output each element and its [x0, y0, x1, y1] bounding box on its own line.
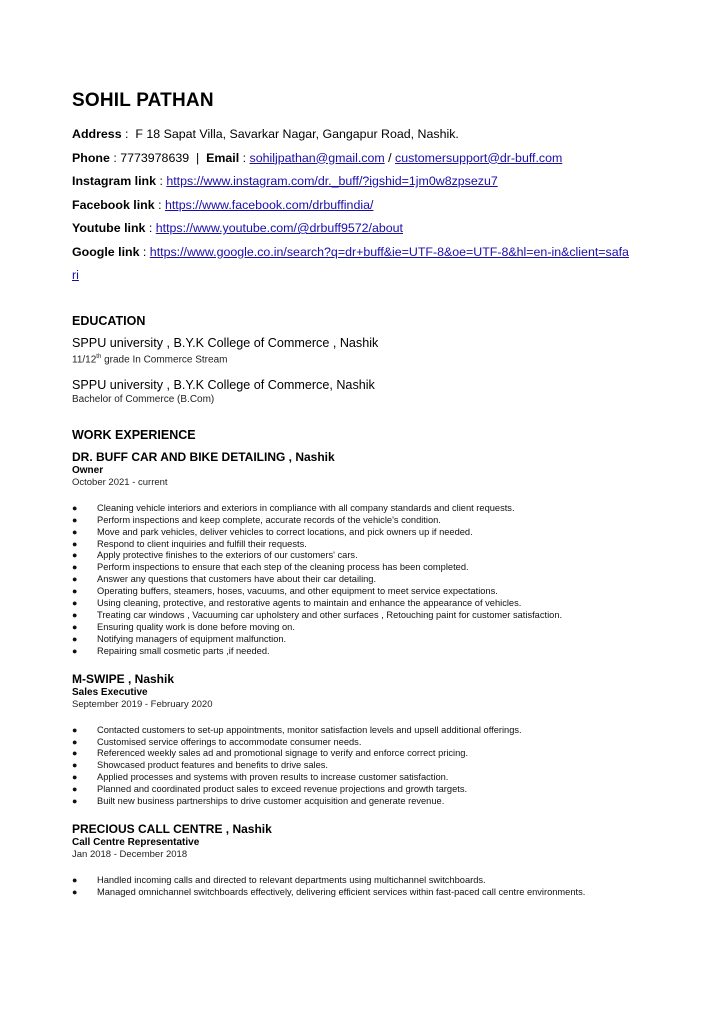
duty-text: Customised service offerings to accommodate consumer needs.: [97, 736, 362, 747]
phone-label: Phone: [72, 150, 110, 165]
bullet-icon: ●: [72, 502, 78, 513]
resume-page: [72, 90, 652, 899]
duty-item: [72, 646, 652, 658]
job-title: PRECIOUS CALL CENTRE , Nashik: [72, 821, 272, 836]
bullet-icon: ●: [72, 724, 78, 735]
duties-list: [72, 503, 652, 658]
duty-item: [72, 772, 652, 784]
phone-value: 7773978639: [120, 150, 190, 165]
duty-text: Managed omnichannel switchboards effectively, delivering efficient services within fast-paced call centre environments.: [97, 886, 586, 897]
bullet-icon: ●: [72, 538, 78, 549]
duty-item: [72, 737, 652, 749]
job-dates: Jan 2018 - December 2018: [72, 848, 188, 860]
bullet-icon: ●: [72, 633, 78, 644]
job-role: Sales Executive: [72, 686, 148, 698]
duty-item: [72, 539, 652, 551]
duty-text: Respond to client inquiries and fulfill their requests.: [97, 538, 307, 549]
duty-text: Notifying managers of equipment malfunction.: [97, 633, 287, 644]
youtube-link[interactable]: https://www.youtube.com/@drbuff9572/about: [155, 221, 403, 235]
job-role: Call Centre Representative: [72, 836, 200, 848]
duty-item: [72, 586, 652, 598]
bullet-icon: ●: [72, 550, 78, 561]
bullet-icon: ●: [72, 796, 78, 807]
duty-text: Answer any questions that customers have about their car detailing.: [97, 574, 377, 585]
duty-text: Showcased product features and benefits to drive sales.: [97, 760, 329, 771]
facebook-link[interactable]: https://www.facebook.com/drbuffindia/: [164, 197, 374, 212]
google-link[interactable]: https://www.google.co.in/search?q=dr+buff&ie=UTF-8&oe=UTF-8&hl=en-in&client=safari: [72, 244, 629, 282]
education-heading: EDUCATION: [72, 313, 146, 328]
duty-item: [72, 875, 652, 887]
contact-separator: |: [196, 150, 200, 165]
bullet-icon: ●: [72, 526, 78, 537]
job-title: M-SWIPE , Nashik: [72, 671, 175, 686]
address-label: Address: [72, 127, 122, 141]
job-role: Owner: [72, 464, 104, 476]
education-institution: SPPU university , B.Y.K College of Commerce, Nashik: [72, 377, 375, 392]
duties-list: [72, 875, 652, 899]
duty-text: Move and park vehicles, deliver vehicles to correct locations, and pick owners up if needed.: [97, 526, 473, 537]
duty-item: [72, 598, 652, 610]
duty-item: [72, 725, 652, 737]
bullet-icon: ●: [72, 784, 78, 795]
duty-item: [72, 748, 652, 760]
duty-text: Operating buffers, steamers, hoses, vacuums, and other equipment to meet service expectations.: [97, 586, 498, 597]
duty-item: [72, 634, 652, 646]
duty-item: [72, 784, 652, 796]
duty-text: Apply protective finishes to the exteriors of our customers' cars.: [97, 550, 358, 561]
duty-item: [72, 796, 652, 808]
google-line: Google link : https://www.google.co.in/search?q=dr+buff&ie=UTF-8&oe=UTF-8&hl=en-in&client=safari: [72, 244, 629, 282]
duty-item: [72, 622, 652, 634]
facebook-label: Facebook link: [72, 197, 155, 212]
bullet-icon: ●: [72, 562, 78, 573]
education-entry: [72, 378, 652, 406]
bullet-icon: ●: [72, 736, 78, 747]
job-entry: [72, 822, 652, 899]
duty-item: [72, 610, 652, 622]
work-experience-heading: WORK EXPERIENCE: [72, 427, 196, 442]
duties-list: [72, 725, 652, 808]
education-institution: SPPU university , B.Y.K College of Commerce , Nashik: [72, 335, 379, 350]
education-detail: Bachelor of Commerce (B.Com): [72, 393, 215, 405]
contact-line: Phone : 7773978639 | Email : sohiljpathan@gmail.com / customersupport@dr-buff.com: [72, 150, 563, 165]
bullet-icon: ●: [72, 609, 78, 620]
address-line: Address : F 18 Sapat Villa, Savarkar Nagar, Gangapur Road, Nashik.: [72, 127, 459, 141]
email-primary-link[interactable]: sohiljpathan@gmail.com: [249, 150, 385, 165]
job-entry: [72, 450, 652, 658]
duty-text: Perform inspections to ensure that each step of the cleaning process has been completed.: [97, 562, 469, 573]
email-label: Email: [206, 150, 240, 165]
duty-text: Applied processes and systems with proven results to increase customer satisfaction.: [97, 772, 449, 783]
duty-text: Handled incoming calls and directed to relevant departments using multichannel switchboards.: [97, 874, 486, 885]
bullet-icon: ●: [72, 586, 78, 597]
email-secondary-link[interactable]: customersupport@dr-buff.com: [395, 150, 563, 165]
job-dates: September 2019 - February 2020: [72, 698, 213, 710]
address-value: F 18 Sapat Villa, Savarkar Nagar, Gangapur Road, Nashik.: [135, 127, 459, 141]
bullet-icon: ●: [72, 760, 78, 771]
youtube-label: Youtube link: [72, 221, 146, 235]
bullet-icon: ●: [72, 574, 78, 585]
youtube-line: Youtube link : https://www.youtube.com/@drbuff9572/about: [72, 221, 403, 235]
duty-text: Treating car windows , Vacuuming car upholstery and other surfaces , Retouching paint for customer satisfaction.: [97, 609, 563, 620]
education-entry: [72, 336, 652, 366]
google-label: Google link: [72, 244, 140, 259]
duty-text: Repairing small cosmetic parts ,if needed.: [97, 645, 270, 656]
bullet-icon: ●: [72, 598, 78, 609]
bullet-icon: ●: [72, 645, 78, 656]
duty-item: [72, 760, 652, 772]
bullet-icon: ●: [72, 874, 78, 885]
duty-item: [72, 527, 652, 539]
bullet-icon: ●: [72, 748, 78, 759]
job-title: DR. BUFF CAR AND BIKE DETAILING , Nashik: [72, 449, 335, 464]
bullet-icon: ●: [72, 886, 78, 897]
job-dates: October 2021 - current: [72, 476, 168, 488]
duty-item: [72, 562, 652, 574]
duty-text: Referenced weekly sales ad and promotional signage to verify and enforce correct pricing.: [97, 748, 469, 759]
work-experience-list: [72, 450, 652, 899]
duty-item: [72, 503, 652, 515]
job-entry: [72, 672, 652, 808]
facebook-line: Facebook link : https://www.facebook.com/drbuffindia/: [72, 197, 374, 212]
bullet-icon: ●: [72, 772, 78, 783]
bullet-icon: ●: [72, 514, 78, 525]
candidate-name: SOHIL PATHAN: [72, 90, 214, 111]
education-detail: 11/12th grade In Commerce Stream: [72, 353, 228, 365]
duty-text: Planned and coordinated product sales to exceed revenue projections and growth targets.: [97, 784, 468, 795]
duty-text: Using cleaning, protective, and restorative agents to maintain and enhance the appearance of vehicles.: [97, 598, 522, 609]
email-separator: /: [388, 150, 392, 165]
instagram-link[interactable]: https://www.instagram.com/dr._buff/?igshid=1jm0w8zpsezu7: [166, 174, 498, 188]
duty-text: Contacted customers to set-up appointments, monitor satisfaction levels and upsell additional offerings.: [97, 724, 522, 735]
duty-item: [72, 887, 652, 899]
duty-item: [72, 515, 652, 527]
instagram-label: Instagram link: [72, 174, 157, 188]
instagram-line: Instagram link : https://www.instagram.com/dr._buff/?igshid=1jm0w8zpsezu7: [72, 174, 498, 188]
duty-text: Cleaning vehicle interiors and exteriors in compliance with all company standards and client requests.: [97, 502, 515, 513]
duty-text: Ensuring quality work is done before moving on.: [97, 621, 295, 632]
duty-item: [72, 550, 652, 562]
duty-item: [72, 574, 652, 586]
duty-text: Built new business partnerships to drive customer acquisition and generate revenue.: [97, 796, 445, 807]
duty-text: Perform inspections and keep complete, accurate records of the vehicle's condition.: [97, 514, 441, 525]
bullet-icon: ●: [72, 621, 78, 632]
